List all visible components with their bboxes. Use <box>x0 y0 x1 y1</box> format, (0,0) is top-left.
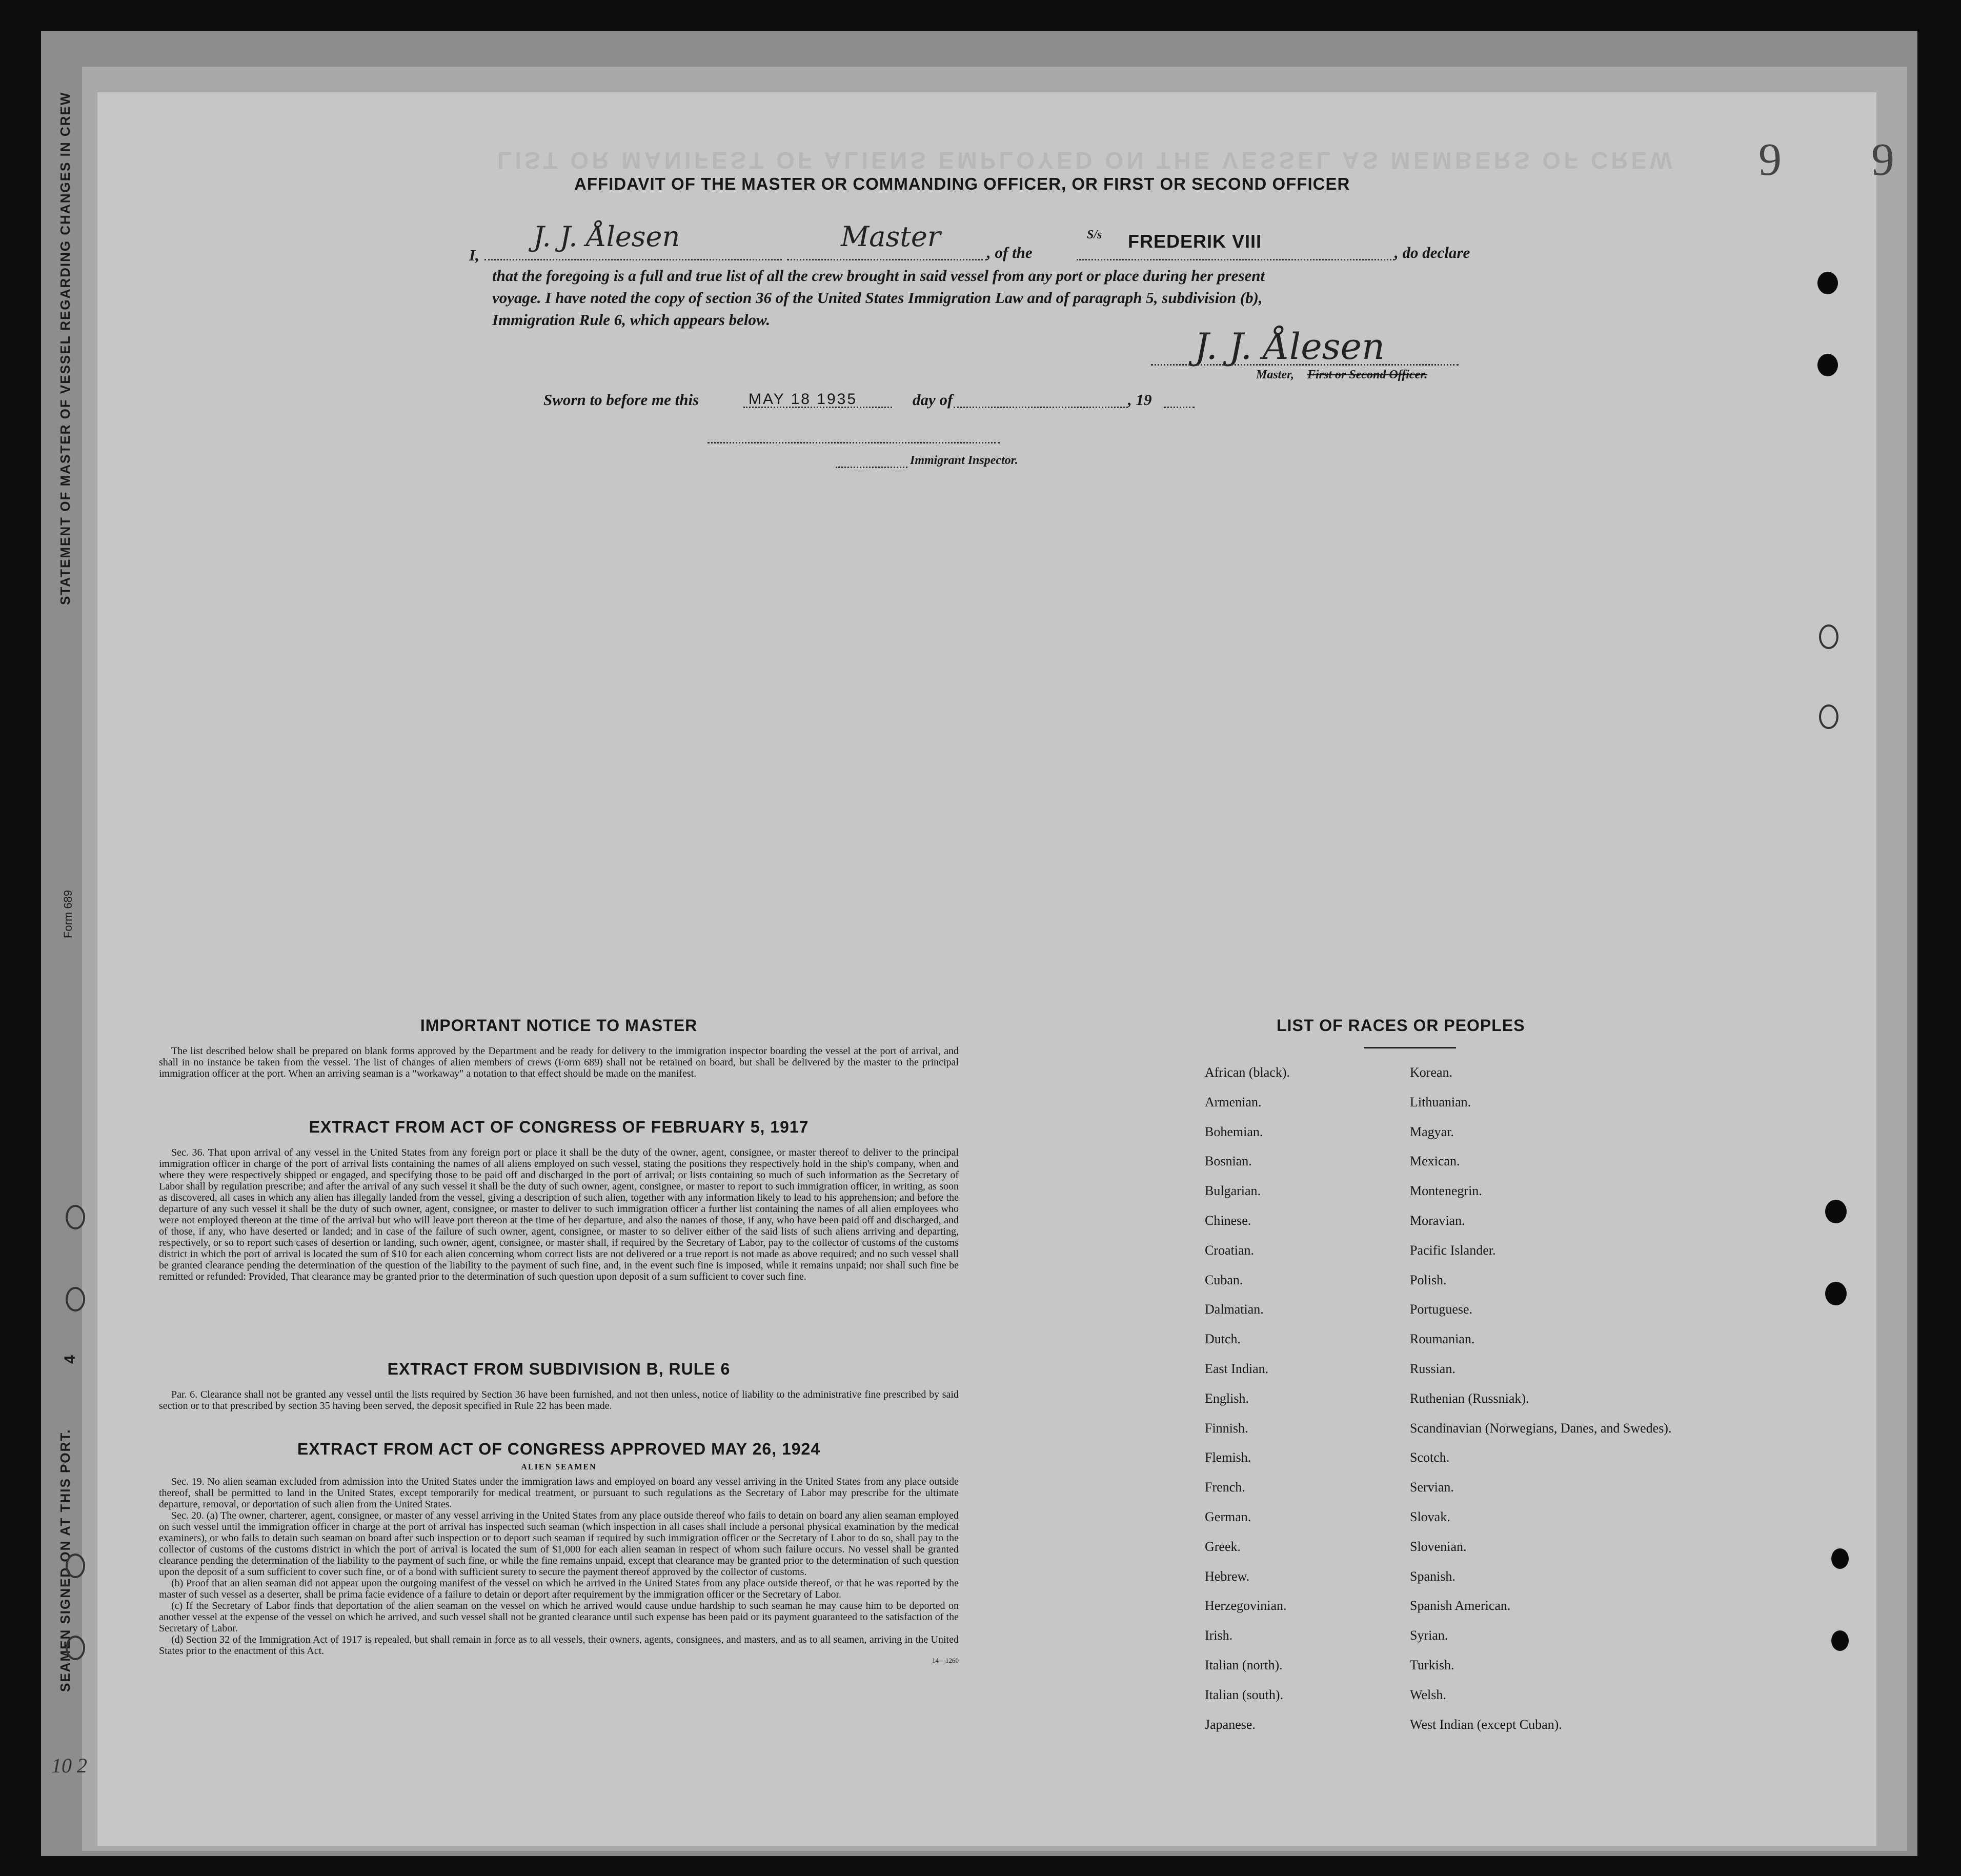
form-number: 14—1260 <box>932 1657 959 1664</box>
punch-hole <box>1817 272 1838 294</box>
race-list-item: African (black). <box>1205 1065 1290 1080</box>
page-number-mark: 9 <box>1758 134 1782 185</box>
affidavit-line-4: Immigration Rule 6, which appears below. <box>492 311 771 329</box>
punch-hole <box>1825 1282 1847 1305</box>
rank-handwritten: Master <box>841 220 941 253</box>
punch-hole-ring <box>66 1205 85 1229</box>
race-list-item: Japanese. <box>1205 1717 1256 1732</box>
punch-hole <box>1831 1630 1849 1651</box>
extract-1924-title: EXTRACT FROM ACT OF CONGRESS APPROVED MAY 26, 1924 <box>297 1440 821 1458</box>
master-signature: J. J. Ålesen <box>1195 326 1385 368</box>
race-list-item: Bohemian. <box>1205 1124 1263 1139</box>
race-list-item: French. <box>1205 1480 1245 1495</box>
race-list-item: Croatian. <box>1205 1242 1255 1258</box>
race-list-item: Scotch. <box>1410 1450 1450 1465</box>
race-list-item: Hebrew. <box>1205 1568 1250 1584</box>
extract-1917-title: EXTRACT FROM ACT OF CONGRESS OF FEBRUARY 5, 1917 <box>309 1118 809 1136</box>
race-list-item: Portuguese. <box>1410 1302 1473 1317</box>
show-through-text: LIST OR MANIFEST OF ALIENS EMPLOYED ON THE VESSEL AS MEMBERS OF CREW <box>497 147 1675 174</box>
extract-1917-section <box>159 1118 959 1282</box>
sec-20d-text: (d) Section 32 of the Immigration Act of 1917 is repealed, but shall remain in force as to all vessels, their owners, agents, consignees, and masters, and as to all seamen, arriving in the United States prior to the enactment of this Act. <box>159 1634 959 1657</box>
race-list-item: Bulgarian. <box>1205 1183 1261 1199</box>
affidavit-title: AFFIDAVIT OF THE MASTER OR COMMANDING OFFICER, OR FIRST OR SECOND OFFICER <box>574 174 1350 193</box>
race-list-item: Slovak. <box>1410 1509 1450 1524</box>
race-list-item: Italian (south). <box>1205 1687 1284 1702</box>
race-list-item: Italian (north). <box>1205 1657 1283 1672</box>
race-list-item: Montenegrin. <box>1410 1183 1482 1199</box>
ship-prefix: S/s <box>1087 228 1102 241</box>
inspector-line-upper <box>707 442 1000 443</box>
race-list-item: East Indian. <box>1205 1361 1269 1376</box>
race-list-item: Pacific Islander. <box>1410 1242 1496 1258</box>
master-name-signature: J. J. Ålesen <box>533 220 680 253</box>
races-title: LIST OF RACES OR PEOPLES <box>1277 1016 1525 1035</box>
race-list-item: Ruthenian (Russniak). <box>1410 1390 1529 1406</box>
race-list-item: Magyar. <box>1410 1124 1454 1139</box>
signature-line <box>1151 364 1459 366</box>
race-list-item: Scandinavian (Norwegians, Danes, and Swedes). <box>1410 1420 1672 1436</box>
race-list-item: Roumanian. <box>1410 1332 1475 1347</box>
race-list-item: Welsh. <box>1410 1687 1446 1702</box>
punch-hole-ring <box>1819 704 1838 729</box>
races-column-2 <box>1410 1065 1676 1747</box>
affidavit-of-the: , of the <box>987 244 1033 261</box>
notice-title: IMPORTANT NOTICE TO MASTER <box>420 1016 698 1035</box>
sec-19-text: Sec. 19. No alien seaman excluded from admission into the United States under the immigration laws and employed on board any vessel arriving in the United States from any place outside thereof, shall be permitted to land in the United States, except temporarily for medical treatment, or pursuant to such regulations as the Secretary of Labor may prescribe for the ultimate departure, removal, or deportation of such alien from the United States. <box>159 1476 959 1510</box>
side-label-form: Form 689 <box>62 890 74 938</box>
punch-hole-ring <box>66 1554 85 1578</box>
race-list-item: Dalmatian. <box>1205 1302 1264 1317</box>
race-list-item: Servian. <box>1410 1480 1454 1495</box>
race-list-item: Flemish. <box>1205 1450 1251 1465</box>
punch-hole <box>1831 1548 1849 1569</box>
punch-hole <box>1825 1200 1847 1223</box>
punch-hole-ring <box>66 1636 85 1660</box>
punch-hole <box>1817 354 1838 376</box>
race-list-item: Slovenian. <box>1410 1539 1467 1554</box>
races-title-rule <box>1364 1047 1456 1048</box>
race-list-item: Bosnian. <box>1205 1154 1252 1169</box>
race-list-item: West Indian (except Cuban). <box>1410 1717 1562 1732</box>
extract-1924-section <box>159 1440 959 1665</box>
notice-text: The list described below shall be prepared on blank forms approved by the Department and be ready for delivery to the immigration inspector boarding the vessel at the port of arrival, and shall in no instance be taken from the vessel. The list of changes of alien members of crews (Form 689) shall not be retained on board, but shall be delivered by the master to the principal immigration officer at the port. When an arriving seaman is a "workaway" a notation to that effect should be made on the manifest. <box>159 1045 959 1079</box>
race-list-item: Spanish. <box>1410 1568 1455 1584</box>
race-list-item: Polish. <box>1410 1272 1447 1287</box>
race-list-item: Russian. <box>1410 1361 1455 1376</box>
extract-rule6-title: EXTRACT FROM SUBDIVISION B, RULE 6 <box>387 1360 731 1378</box>
punch-hole-ring <box>66 1287 85 1312</box>
officer-label-struck: First or Second Officer. <box>1307 368 1428 381</box>
inspector-label: Immigrant Inspector. <box>910 454 1018 467</box>
corner-handwritten-note: 10 2 <box>51 1754 87 1777</box>
race-list-item: Syrian. <box>1410 1628 1448 1643</box>
sec-20c-text: (c) If the Secretary of Labor finds that deportation of the alien seaman on the vessel on which he arrived would cause undue hardship to such seaman he may cause him to be deported on another vessel at the expense of the vessel on which he arrived, and such vessel shall not be granted clearance until such expense has been paid or its payment guaranteed to the satisfaction of the Secretary of Labor. <box>159 1600 959 1634</box>
race-list-item: Armenian. <box>1205 1094 1262 1110</box>
affidavit-do-declare: , do declare <box>1394 244 1470 261</box>
extract-1917-text: Sec. 36. That upon arrival of any vessel in the United States from any foreign port or place it shall be the duty of the owner, agent, consignee, or master thereof to deliver to the principal immigration officer in charge of the port of arrival lists containing the names of all aliens employed on such vessel, stating the positions they respectively hold in the ship's company, when and where they were respectively shipped or engaged, and specifying those to be paid off and discharged in the port of arrival; or lists containing so much of such information as the Secretary of Labor shall by regulation prescribe; and after the arrival of any such vessel it shall be the duty of such owner, agent, consignee, or master to report to such immigration officer, in writing, as soon as discovered, all cases in which any alien has illegally landed from the vessel, giving a description of such alien, together with any information likely to lead to his apprehension; and before the departure of any such vessel it shall be the duty of such owner, agent, consignee, or master to deliver to such immigration officer a further list containing the names of all alien employees who were not employed thereon at the time of the arrival but who will leave port thereon at the time of her departure, and also the names of those, if any, who have been paid off and discharged, and of those, if any, who have deserted or landed; and in case of the failure of such owner, agent, consignee, or master to so deliver either of the said lists of such aliens arriving and departing, respectively, or so to report such cases of desertion or landing, such owner, agent, consignee, or master shall, if required by the Secretary of Labor, pay to the collector of customs of the customs district in which the port of arrival is located the sum of $10 for each alien concerning whom correct lists are not delivered or a true report is not made as above required; and no such vessel shall be granted clearance pending the determination of the question of the liability to the payment of such fine, and, in the event such fine is imposed, while it remains unpaid; nor shall such fine be remitted or refunded: Provided, That clearance may be granted prior to the determination of such question upon deposit of a sum sufficient to cover such fine. <box>159 1147 959 1282</box>
extract-rule6-section <box>159 1360 959 1411</box>
sworn-date-stamp: MAY 18 1935 <box>749 391 858 408</box>
punch-hole-ring <box>1819 624 1838 649</box>
race-list-item: Irish. <box>1205 1628 1233 1643</box>
name-line <box>484 259 782 260</box>
ship-name-stamp: FREDERIK VIII <box>1128 231 1262 252</box>
race-list-item: Herzegovinian. <box>1205 1598 1287 1613</box>
sworn-label: Sworn to before me this <box>543 391 699 409</box>
extract-rule6-text: Par. 6. Clearance shall not be granted any vessel until the lists required by Section 36 have been furnished, and not then unless, notice of liability to the administrative fine prescribed by said section or to that prescribed by section 35 having been served, the deposit specified in Rule 22 has been made. <box>159 1389 959 1411</box>
affidavit-line-2: that the foregoing is a full and true list of all the crew brought in said vessel from any port or place during her present <box>492 267 1265 285</box>
alien-seamen-heading: ALIEN SEAMEN <box>521 1463 597 1471</box>
master-label: Master, <box>1256 368 1295 381</box>
sec-20b-text: (b) Proof that an alien seaman did not appear upon the outgoing manifest of the vessel on which he arrived in the United States from any place outside thereof, or that he was reported by the master of such vessel as a deserter, shall be prima facie evidence of a failure to detain or deport after requirement by the immigration officer or the Secretary of Labor. <box>159 1578 959 1600</box>
race-list-item: Cuban. <box>1205 1272 1243 1287</box>
page-number-mark-2: 9 <box>1871 134 1894 185</box>
month-line <box>954 407 1128 408</box>
affidavit-i: I, <box>469 246 479 264</box>
day-of-label: day of <box>913 391 953 409</box>
notice-section <box>159 1016 959 1079</box>
race-list-item: Greek. <box>1205 1539 1241 1554</box>
race-list-item: Finnish. <box>1205 1420 1248 1436</box>
race-list-item: Korean. <box>1410 1065 1453 1080</box>
rank-line <box>787 259 987 260</box>
race-list-item: Moravian. <box>1410 1213 1465 1228</box>
races-column-1 <box>1205 1065 1384 1747</box>
race-list-item: English. <box>1205 1390 1249 1406</box>
race-list-item: Chinese. <box>1205 1213 1251 1228</box>
year-line <box>1164 407 1195 408</box>
race-list-item: Dutch. <box>1205 1332 1241 1347</box>
ship-line <box>1077 259 1394 260</box>
affidavit-line-3: voyage. I have noted the copy of section 36 of the United States Immigration Law and of paragraph 5, subdivision (b), <box>492 289 1263 307</box>
race-list-item: Spanish American. <box>1410 1598 1511 1613</box>
year-prefix: , 19 <box>1128 391 1152 409</box>
race-list-item: Lithuanian. <box>1410 1094 1471 1110</box>
inspector-line <box>836 467 907 468</box>
side-label-statement: STATEMENT OF MASTER OF VESSEL REGARDING CHANGES IN CREW <box>57 91 73 605</box>
side-label-seamen: SEAMEN SIGNED ON AT THIS PORT. <box>57 1428 73 1692</box>
race-list-item: German. <box>1205 1509 1251 1524</box>
sec-20a-text: Sec. 20. (a) The owner, charterer, agent, consignee, or master of any vessel arriving in the United States from any place outside thereof who fails to detain on board any alien seaman employed on such vessel until the immigration officer in charge at the port of arrival has inspected such seaman (which inspection in all cases shall include a personal physical examination by the medical examiners), or who fails to detain such seaman on board after such inspection or to deport such seaman if required by such immigration officer or the Secretary of Labor to do so, shall pay to the collector of customs of the customs district in which the port of arrival is located the sum of $1,000 for each alien seaman in respect of whom such failure occurs. No vessel shall be granted clearance pending the determination of the liability to the payment of such fine, or while the fine remains unpaid, except that clearance may be granted prior to the determination of such question upon the deposit of a sum sufficient to cover such fine, or of a bond with sufficient surety to secure the payment thereof approved by the collector of customs. <box>159 1510 959 1578</box>
side-label-count: 4 <box>62 1355 78 1364</box>
race-list-item: Turkish. <box>1410 1657 1454 1672</box>
race-list-item: Mexican. <box>1410 1154 1460 1169</box>
